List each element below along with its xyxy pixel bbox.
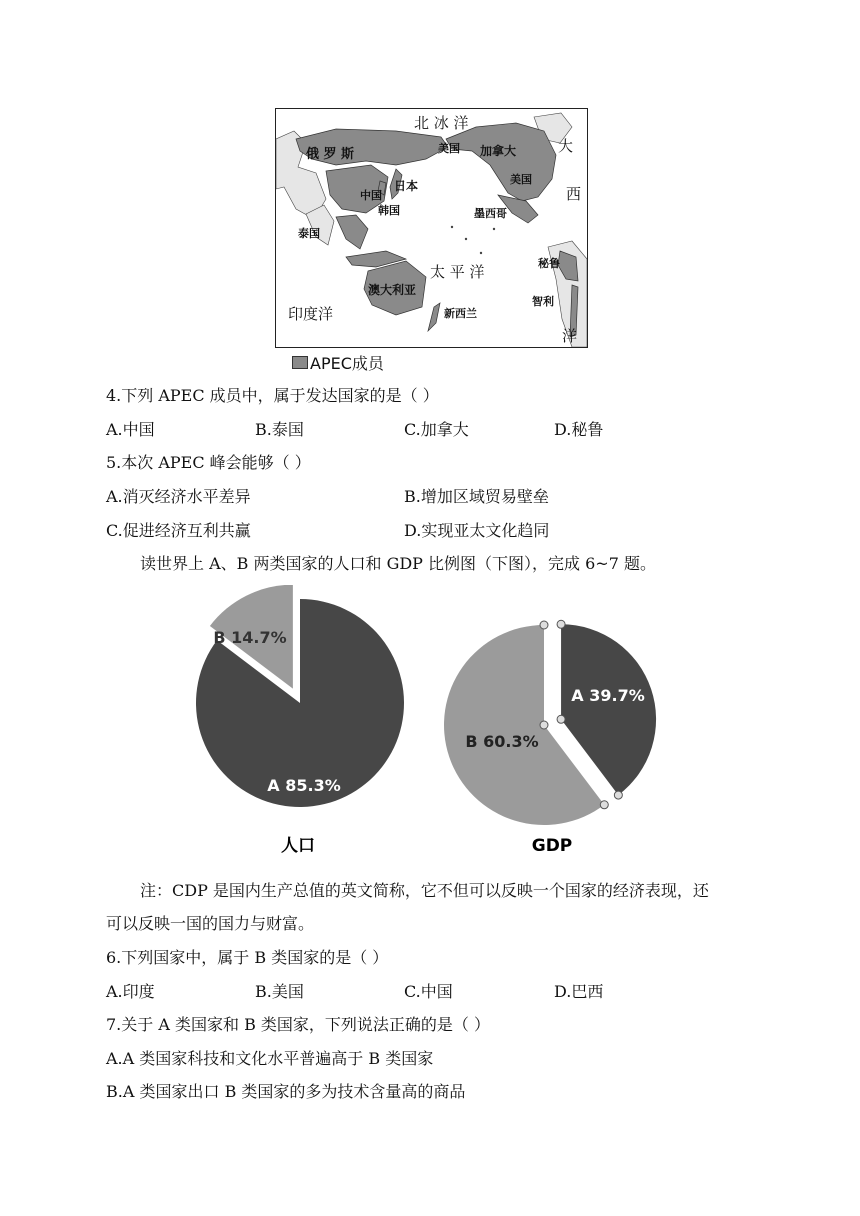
q4-option-a: A.中国: [106, 420, 155, 439]
q4-option-c: C.加拿大: [404, 420, 469, 439]
pie-gdp-label-a: A 39.7%: [571, 686, 645, 705]
q7-option-a: A.A 类国家科技和文化水平普遍高于 B 类国家: [106, 1049, 434, 1068]
pie-gdp-handle: [600, 801, 608, 809]
pie-population: [196, 585, 404, 807]
apec-map: [275, 108, 588, 348]
q6-option-b: B.美国: [255, 982, 304, 1001]
land-new-zealand: [428, 303, 440, 331]
q5-option-c: C.促进经济互利共赢: [106, 521, 251, 540]
label-indian-ocean: 印度洋: [288, 305, 334, 323]
label-new-zealand: 新西兰: [444, 307, 477, 320]
label-thailand: 泰国: [298, 227, 320, 240]
q5-stem: 5.本次 APEC 峰会能够（ ）: [106, 453, 311, 472]
pie-population-label-a: A 85.3%: [267, 776, 341, 795]
label-china: 中国: [360, 189, 382, 202]
label-pacific-ocean: 太 平 洋: [430, 263, 485, 281]
land-north-america: [446, 123, 556, 201]
pie-gdp-handle: [540, 621, 548, 629]
q6-option-a: A.印度: [106, 982, 155, 1001]
charts-intro: 读世界上 A、B 两类国家的人口和 GDP 比例图（下图），完成 6~7 题。: [140, 554, 656, 573]
land-seasia: [336, 215, 368, 249]
pie-gdp: [444, 620, 656, 825]
pie-population-title: 人口: [281, 836, 315, 856]
label-japan: 日本: [394, 179, 419, 193]
pacific-islands: [480, 252, 482, 254]
q5-option-a: A.消灭经济水平差异: [106, 487, 251, 506]
q7-stem: 7.关于 A 类国家和 B 类国家，下列说法正确的是（ ）: [106, 1015, 491, 1034]
note-line-1: 注：CDP 是国内生产总值的英文简称，它不但可以反映一个国家的经济表现，还: [140, 881, 709, 900]
pie-gdp-handle: [557, 620, 565, 628]
label-arctic-ocean: 北 冰 洋: [414, 114, 469, 132]
legend-swatch: [292, 356, 308, 369]
pie-gdp-handle: [557, 715, 565, 723]
pacific-islands: [465, 238, 467, 240]
q7-option-b: B.A 类国家出口 B 类国家的多为技术含量高的商品: [106, 1082, 466, 1101]
label-peru: 秘鲁: [538, 257, 560, 270]
label-xi: 西: [566, 185, 582, 203]
map-legend: [292, 351, 384, 374]
pie-gdp-handle: [614, 791, 622, 799]
q4-option-d: D.秘鲁: [554, 420, 604, 439]
pie-population-label-b: B 14.7%: [213, 628, 287, 647]
q6-stem: 6.下列国家中，属于 B 类国家的是（ ）: [106, 948, 389, 967]
label-yang: 洋: [562, 327, 578, 345]
note-line-2: 可以反映一国的国力与财富。: [106, 914, 315, 933]
label-usa-alaska: 美国: [438, 142, 460, 155]
q6-option-d: D.巴西: [554, 982, 604, 1001]
label-korea: 韩国: [378, 204, 400, 217]
label-canada: 加拿大: [480, 144, 517, 158]
pie-charts: [180, 585, 680, 865]
pie-gdp-handle: [540, 721, 548, 729]
label-chile: 智利: [532, 295, 554, 308]
label-da: 大: [558, 137, 574, 155]
q6-option-c: C.中国: [404, 982, 453, 1001]
pie-gdp-label-b: B 60.3%: [465, 732, 539, 751]
pie-gdp-title: GDP: [531, 836, 573, 856]
label-mexico: 墨西哥: [474, 207, 507, 220]
label-russia: 俄 罗 斯: [306, 147, 355, 162]
pacific-islands: [493, 228, 495, 230]
q5-option-d: D.实现亚太文化趋同: [404, 521, 550, 540]
label-usa: 美国: [510, 173, 532, 186]
q5-option-b: B.增加区域贸易壁垒: [404, 487, 549, 506]
legend-label: APEC成员: [310, 354, 384, 373]
pacific-islands: [451, 226, 453, 228]
q4-stem: 4.下列 APEC 成员中，属于发达国家的是（ ）: [106, 386, 439, 405]
q4-option-b: B.泰国: [255, 420, 304, 439]
label-australia: 澳大利亚: [368, 283, 417, 297]
